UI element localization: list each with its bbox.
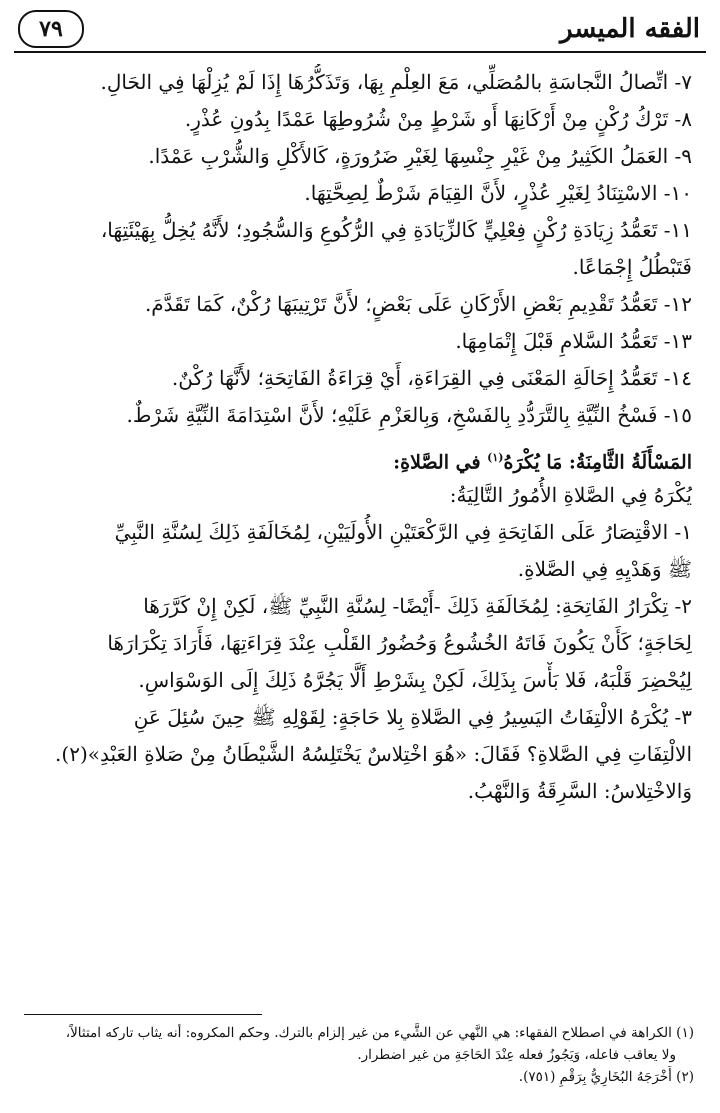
footnotes [22, 1022, 694, 1088]
text-line: ١٠- الاسْتِنَادُ لِغَيْرِ عُذْرٍ، لأَنَّ القِيَامَ شَرْطٌ لِصِحَّتِهَا. [304, 181, 692, 205]
header-rule [14, 51, 706, 53]
text-line: ١١- تَعَمُّدُ زِيَادَةِ رُكْنٍ فِعْلِيٍّ كَالزِّيَادَةِ فِي الرُّكُوعِ وَالسُّجُودِ؛ لأَنَّهُ يُخِلُّ بِهَيْئَتِهَا، [100, 218, 692, 242]
section-heading [22, 440, 692, 477]
text-line: ٢- تِكْرَارُ الفَاتِحَةِ: لِمُخَالَفَةِ ذَلِكَ -أَيْضًا- لِسُنَّةِ النَّبِيِّ ﷺ، لَكِنْ إِنْ كَرَّرَهَا [143, 594, 692, 618]
text-line: ١٤- تَعَمُّدُ إِحَالَةِ المَعْنَى فِي القِرَاءَةِ، أَيْ قِرَاءَةُ الفَاتِحَةِ؛ لأَنَّهَا رُكْنٌ. [171, 366, 692, 390]
text-line: ١٢- تَعَمُّدُ تَقْدِيمِ بَعْضِ الأَرْكَانِ عَلَى بَعْضٍ؛ لأَنَّ تَرْتِيبَهَا رُكْنٌ، كَمَا تَقَدَّمَ. [144, 292, 692, 316]
footnote-1-cont: ولا يعاقب فاعله، وَيَجُوزُ فعله عِنْدَ الحَاجَةِ من غير اضطرار. [357, 1047, 676, 1063]
text-line: ٧- اتِّصالُ النَّجاسَةِ بالمُصَلِّي، مَعَ العِلْمِ بِهَا، وَتَذَكُّرُهَا إِذَا لَمْ يُزِلْهَا فِي الحَالِ. [100, 70, 692, 94]
page-header [14, 8, 706, 48]
text-line: لِحَاجَةٍ؛ كَأَنْ يَكُونَ فَاتَهُ الخُشُوعُ وَحُضُورُ القَلْبِ عِنْدَ قِرَاءَتِهَا، فَأَرَادَ تِكْرَارَهَا [107, 631, 692, 655]
section-heading-tail: في الصَّلاةِ: [393, 451, 488, 474]
text-line: ٩- العَمَلُ الكَثِيرُ مِنْ غَيْرِ جِنْسِهَا لِغَيْرِ ضَرُورَةٍ، كَالأَكْلِ وَالشُّرْبِ عَمْدًا. [148, 144, 692, 168]
text-line: وَالاخْتِلاسُ: السَّرِقَةُ وَالنَّهْبُ. [467, 779, 692, 803]
text-line: لِيُحْضِرَ قَلْبَهُ، فَلا بَأْسَ بِذَلِكَ، لَكِنْ بِشَرْطِ أَلَّا يَجُرَّهُ ذَلِكَ إِلَى الوَسْوَاسِ. [138, 668, 692, 692]
text-line: ﷺ وَهَدْيِهِ فِي الصَّلاةِ. [517, 557, 692, 581]
section-heading-text: المَسْأَلَةُ الثَّامِنَةُ: مَا يُكْرَهُ [503, 451, 692, 474]
text-line: ١- الاقْتِصَارُ عَلَى الفَاتِحَةِ فِي الرَّكْعَتَيْنِ الأُولَيَيْنِ، لِمُخَالَفَةِ ذَلِكَ لِسُنَّةِ النَّبِيِّ [114, 520, 692, 544]
text-line: ١٣- تَعَمُّدُ السَّلامِ قَبْلَ إِتْمَامِهَا. [455, 329, 692, 353]
footnote-ref-1: (١) [487, 451, 504, 464]
book-title: الفقه الميسر [559, 14, 700, 44]
text-line: ٣- يُكْرَهُ الالْتِفَاتُ اليَسِيرُ فِي الصَّلاةِ بِلا حَاجَةٍ: لِقَوْلِهِ ﷺ حِينَ سُئِلَ عَنِ [133, 705, 692, 729]
footnote-2: (٢) أَخْرَجَهُ البُخَارِيُّ بِرَقْمِ (٧٥١). [518, 1069, 694, 1085]
page-number: ٧٩ [18, 10, 84, 48]
main-text [22, 64, 692, 810]
text-line: يُكْرَهُ فِي الصَّلاةِ الأُمُورُ التَّالِيَةُ: [449, 483, 692, 507]
text-line: الالْتِفَاتِ فِي الصَّلاةِ؟ فَقَالَ: «هُوَ اخْتِلاسٌ يَخْتَلِسُهُ الشَّيْطَانُ مِنْ صَلاةِ العَبْدِ»(٢). [55, 742, 692, 766]
footnote-1: (١) الكراهة في اصطلاح الفقهاء: هي النَّهي عن الشَّيء من غير إلزام بالترك. وحكم المكروه: أنه يثاب تاركه امتثالاً، [65, 1025, 694, 1041]
footnote-rule [24, 1014, 262, 1015]
text-line: فَتَبْطُلُ إِجْمَاعًا. [572, 255, 692, 279]
text-line: ١٥- فَسْخُ النِّيَّةِ بِالتَّرَدُّدِ بِالفَسْخِ، وَبِالعَزْمِ عَلَيْهِ؛ لأَنَّ اسْتِدَامَةَ النِّيَّةِ شَرْطٌ. [126, 403, 692, 427]
text-line: ٨- تَرْكُ رُكْنٍ مِنْ أَرْكَانِهَا أَو شَرْطٍ مِنْ شُرُوطِهَا عَمْدًا بِدُونِ عُذْرٍ. [184, 107, 692, 131]
